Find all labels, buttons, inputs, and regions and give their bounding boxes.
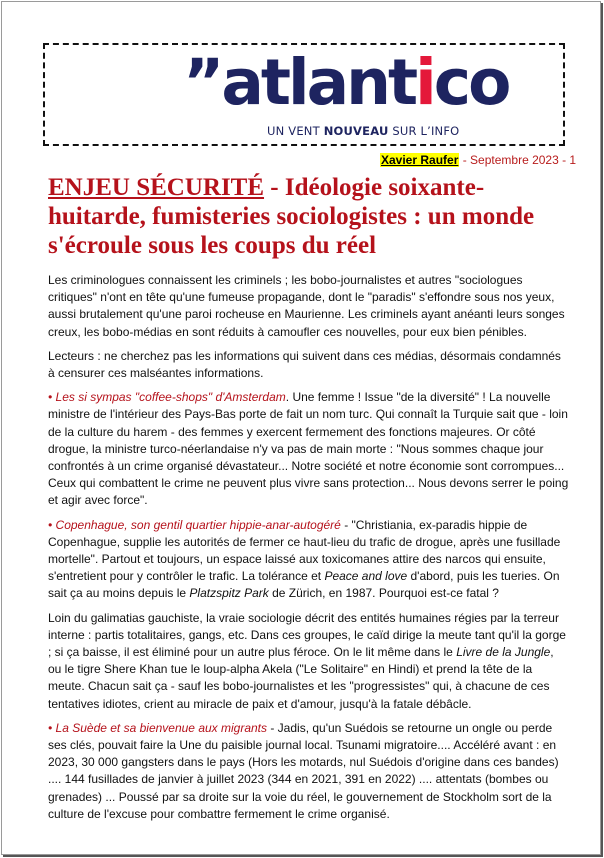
headline-title: - Idéologie soixante-huitarde, fumisteries sociologistes : un monde s'écroule sous les coups du réel: [48, 174, 535, 259]
author-name[interactable]: Xavier Raufer: [381, 153, 459, 167]
emphasis-livre-de-la-jungle: Livre de la Jungle: [456, 645, 551, 660]
emphasis-platzspitz-park: Platzspitz Park: [189, 586, 269, 601]
byline: [380, 153, 576, 167]
sociology-text-2: , ou le tigre Shere Khan tue le loup-alpha Akela ("Le Solitaire" en Hindi) et prend la tête de la meute. Chacun sait ça - sauf les bobo-journalistes et les "progressistes" qui, à chacune de ces tentatives idiotes, crient au miracle de paix et d'amour, jusqu'à la fatale débâcle.: [48, 645, 554, 711]
sociology-paragraph: [48, 610, 570, 713]
section-text-suede: - Jadis, qu'un Suédois se retourne un ongle ou perde ses clés, pouvait faire la Une du paisible journal local. Tsunami migratoire.... Accéléré avant : en 2023, 30 000 gangsters dans le pays (Hors les motards, nul Suédois d'origine dans ces bandes) .... 144 fusillades de janvier à juillet 2023 (344 en 2021, 391 en 2022) .... attentats (bombes ou grenades) ... Poussé par sa droite sur la voie du réel, le gouvernement de Stockholm sort de la culture de l'excuse pour combattre fermement le crime organisé.: [48, 720, 559, 821]
section-lead-copenhague: • Copenhague, son gentil quartier hippie-anar-autogéré: [48, 517, 341, 532]
section-text-copenhague-3: de Zürich, en 1987. Pourquoi est-ce fatal ?: [268, 586, 499, 601]
document-page: [1, 1, 601, 855]
logo-highlight-letter: i: [415, 46, 434, 119]
section-text-copenhague-1: - "Christiania, ex-paradis hippie de Copenhague, supplie les autorités de fermer ce haut-lieu du trafic de drogue, après une fusillade mortelle". Partout et toujours, un espace laissé aux toxicomanes attire des narcos qui ensuite, s'entretient pour y contrôler le trafic. La tolérance et: [48, 517, 561, 584]
section-suede: [48, 720, 570, 823]
logo-prefix: ”atlant: [183, 46, 416, 119]
section-text-copenhague-2: d'abord, puis les tueries. On sait ça au moins depuis le: [48, 569, 560, 601]
section-copenhague: [48, 517, 570, 603]
logo-tagline: [267, 124, 459, 138]
masthead-box: [43, 43, 565, 146]
logo-suffix: co: [433, 46, 509, 119]
intro-paragraph: Les criminologues connaissent les criminels ; les bobo-journalistes et autres "sociologues critiques" n'ont en tête qu'une fumeuse propagande, dont le "paradis" s'effondre sous nos yeux, aussi brutalement qu'une paroi rocheuse en Maurienne. Les criminels ayant anéanti leurs songes creux, les bobo-médias en sont réduits à camoufler ces nouvelles, pour eux bien pénibles.: [48, 273, 565, 339]
article-headline: [48, 173, 568, 260]
byline-date: - Septembre 2023 - 1: [459, 153, 577, 167]
atlantico-logo[interactable]: [175, 46, 509, 141]
section-lead-suede: • La Suède et sa bienvenue aux migrants: [48, 720, 268, 735]
readers-paragraph: Lecteurs : ne cherchez pas les informations qui suivent dans ces médias, désormais condamnés à censurer ces malséantes informations.: [48, 348, 561, 381]
logo-wordmark: [183, 43, 508, 123]
tagline-part-1: UN VENT: [267, 124, 324, 138]
headline-kicker: ENJEU SÉCURITÉ: [48, 174, 265, 201]
sociology-text-1: Loin du galimatias gauchiste, la vraie sociologie décrit des entités humaines régies par la terreur interne : partis totalitaires, gangs, etc. Dans ces groupes, le caïd dirige la meute tant qu'il la gorge ; si ça baisse, il est éliminé pour un autre plus féroce. On le lit même dans le: [48, 610, 566, 660]
section-text-amsterdam: . Une femme ! Issue "de la diversité" ! La nouvelle ministre de l'intérieur des Pays-Bas porte de fait un nom turc. Qui connaît la Turquie sait que - loin de la culture du harem - des femmes y exercent fermement des fonctions majeures. Or côté drogue, la ministre turco-néerlandaise n'y va pas de main morte : "Nous sommes chaque jour confrontés à un crime organisé dévastateur... Notre société et notre économie sont corrompues... Ceux qui combattent le crime ne peuvent plus vivre sans protection... Nous devons serrer le poing et agir avec force".: [48, 390, 569, 508]
tagline-part-3: SUR L’INFO: [388, 124, 460, 138]
emphasis-peace-and-love: Peace and love: [324, 569, 408, 584]
article-body: [48, 272, 570, 830]
tagline-part-2: NOUVEAU: [323, 124, 389, 138]
section-lead-amsterdam: • Les si sympas "coffee-shops" d'Amsterdam: [48, 390, 286, 405]
section-amsterdam: [48, 389, 570, 509]
